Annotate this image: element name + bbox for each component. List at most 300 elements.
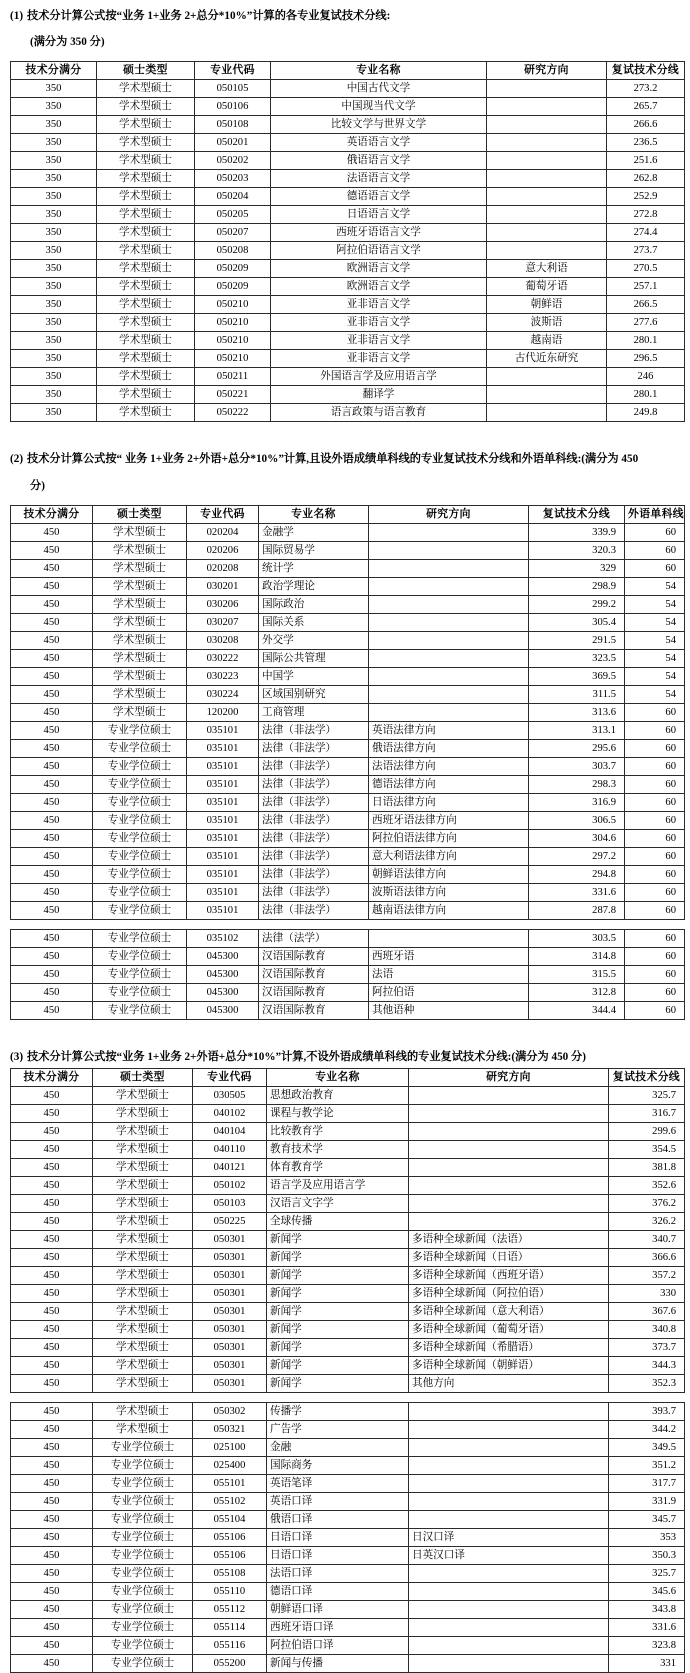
cell-degree-type: 学术型硕士	[93, 1402, 193, 1420]
section-2	[0, 452, 690, 1019]
cell-major-name: 俄语语言文学	[271, 152, 487, 170]
table-row	[11, 929, 685, 947]
cell-research-direction	[369, 541, 529, 559]
cell-full-score: 450	[11, 1582, 93, 1600]
cell-foreign-language-line: 60	[625, 901, 685, 919]
cell-full-score: 350	[11, 80, 97, 98]
cell-major-code: 050301	[193, 1302, 267, 1320]
cell-major-name: 法语口译	[267, 1564, 409, 1582]
cell-major-code: 050301	[193, 1338, 267, 1356]
cell-score-line: 299.2	[529, 595, 625, 613]
column-header-full-score: 技术分满分	[11, 1068, 93, 1086]
cell-full-score: 450	[11, 1230, 93, 1248]
cell-major-name: 新闻与传播	[267, 1654, 409, 1672]
column-header-research-direction: 研究方向	[369, 505, 529, 523]
cell-major-code: 050301	[193, 1284, 267, 1302]
table-row	[11, 1564, 685, 1582]
table-row	[11, 404, 685, 422]
cell-major-code: 040121	[193, 1158, 267, 1176]
cell-full-score: 350	[11, 116, 97, 134]
cell-research-direction	[487, 134, 607, 152]
cell-foreign-language-line: 60	[625, 929, 685, 947]
table-row	[11, 1248, 685, 1266]
cell-research-direction: 其他方向	[409, 1374, 609, 1392]
cell-degree-type: 学术型硕士	[93, 1374, 193, 1392]
cell-degree-type: 学术型硕士	[93, 649, 187, 667]
cell-degree-type: 专业学位硕士	[93, 811, 187, 829]
cell-degree-type: 专业学位硕士	[93, 1618, 193, 1636]
cell-full-score: 450	[11, 1212, 93, 1230]
cell-major-name: 亚非语言文学	[271, 314, 487, 332]
cell-research-direction: 西班牙语法律方向	[369, 811, 529, 829]
cell-score-line: 303.5	[529, 929, 625, 947]
cell-major-name: 中国古代文学	[271, 80, 487, 98]
cell-major-name: 统计学	[259, 559, 369, 577]
cell-degree-type: 学术型硕士	[97, 80, 195, 98]
cell-major-code: 050211	[195, 368, 271, 386]
cell-research-direction: 法语法律方向	[369, 757, 529, 775]
table-row	[11, 188, 685, 206]
cell-major-name: 法律（非法学）	[259, 793, 369, 811]
cell-full-score: 450	[11, 685, 93, 703]
cell-score-line: 236.5	[607, 134, 685, 152]
cell-research-direction: 波斯语	[487, 314, 607, 332]
cell-degree-type: 专业学位硕士	[93, 1456, 193, 1474]
cell-full-score: 350	[11, 332, 97, 350]
cell-full-score: 450	[11, 1284, 93, 1302]
column-header-full-score: 技术分满分	[11, 505, 93, 523]
cell-degree-type: 学术型硕士	[93, 1122, 193, 1140]
cell-full-score: 350	[11, 224, 97, 242]
cell-major-name: 阿拉伯语口译	[267, 1636, 409, 1654]
table-row	[11, 332, 685, 350]
cell-foreign-language-line: 60	[625, 811, 685, 829]
cell-full-score: 450	[11, 865, 93, 883]
cell-score-line: 353	[609, 1528, 685, 1546]
table-header-row	[11, 62, 685, 80]
cell-major-code: 050222	[195, 404, 271, 422]
cell-major-code: 055101	[193, 1474, 267, 1492]
cell-score-line: 381.8	[609, 1158, 685, 1176]
cell-major-name: 金融	[267, 1438, 409, 1456]
cell-degree-type: 专业学位硕士	[93, 901, 187, 919]
table-row	[11, 577, 685, 595]
cell-full-score: 450	[11, 667, 93, 685]
cell-score-line: 252.9	[607, 188, 685, 206]
cell-full-score: 450	[11, 983, 93, 1001]
cell-degree-type: 专业学位硕士	[93, 1528, 193, 1546]
cell-major-name: 法律（非法学）	[259, 847, 369, 865]
cell-degree-type: 学术型硕士	[93, 613, 187, 631]
cell-score-line: 257.1	[607, 278, 685, 296]
cell-degree-type: 学术型硕士	[97, 152, 195, 170]
cell-foreign-language-line: 54	[625, 595, 685, 613]
cell-major-name: 工商管理	[259, 703, 369, 721]
cell-major-code: 020208	[187, 559, 259, 577]
cell-major-name: 传播学	[267, 1402, 409, 1420]
column-header-major-code: 专业代码	[187, 505, 259, 523]
cell-major-name: 国际贸易学	[259, 541, 369, 559]
cell-research-direction	[487, 368, 607, 386]
cell-major-code: 045300	[187, 1001, 259, 1019]
cell-research-direction	[369, 613, 529, 631]
cell-major-name: 法律（非法学）	[259, 883, 369, 901]
cell-research-direction: 英语法律方向	[369, 721, 529, 739]
cell-major-name: 新闻学	[267, 1320, 409, 1338]
section-1-title: 技术分计算公式按“业务 1+业务 2+总分*10%”计算的各专业复试技术分线:	[27, 10, 391, 22]
cell-degree-type: 专业学位硕士	[93, 847, 187, 865]
cell-major-name: 新闻学	[267, 1338, 409, 1356]
cell-full-score: 450	[11, 1600, 93, 1618]
cell-foreign-language-line: 60	[625, 793, 685, 811]
section-1-subtitle: (满分为 350 分)	[30, 36, 105, 49]
cell-full-score: 450	[11, 649, 93, 667]
cell-score-line: 299.6	[609, 1122, 685, 1140]
cell-score-line: 343.8	[609, 1600, 685, 1618]
cell-research-direction	[409, 1654, 609, 1672]
cell-full-score: 350	[11, 98, 97, 116]
cell-score-line: 266.5	[607, 296, 685, 314]
table-section-3	[10, 1068, 685, 1673]
cell-score-line: 340.7	[609, 1230, 685, 1248]
cell-degree-type: 学术型硕士	[93, 1284, 193, 1302]
cell-research-direction: 多语种全球新闻（朝鲜语）	[409, 1356, 609, 1374]
cell-foreign-language-line: 60	[625, 541, 685, 559]
page-break-gap	[11, 1392, 685, 1402]
cell-degree-type: 专业学位硕士	[93, 829, 187, 847]
cell-degree-type: 学术型硕士	[93, 1230, 193, 1248]
cell-full-score: 450	[11, 1654, 93, 1672]
cell-major-name: 新闻学	[267, 1248, 409, 1266]
cell-score-line: 325.7	[609, 1564, 685, 1582]
cell-major-code: 050210	[195, 314, 271, 332]
section-3	[0, 1050, 690, 1673]
cell-degree-type: 学术型硕士	[97, 134, 195, 152]
cell-score-line: 314.8	[529, 947, 625, 965]
cell-research-direction	[409, 1582, 609, 1600]
cell-research-direction	[409, 1420, 609, 1438]
cell-score-line: 366.6	[609, 1248, 685, 1266]
cell-score-line: 326.2	[609, 1212, 685, 1230]
cell-score-line: 296.5	[607, 350, 685, 368]
cell-score-line: 272.8	[607, 206, 685, 224]
cell-major-code: 035101	[187, 793, 259, 811]
cell-research-direction: 阿拉伯语法律方向	[369, 829, 529, 847]
cell-major-code: 035101	[187, 811, 259, 829]
cell-full-score: 350	[11, 134, 97, 152]
cell-major-code: 050102	[193, 1176, 267, 1194]
table-row	[11, 649, 685, 667]
cell-full-score: 450	[11, 1140, 93, 1158]
cell-full-score: 450	[11, 947, 93, 965]
cell-score-line: 345.6	[609, 1582, 685, 1600]
table-header-row	[11, 1068, 685, 1086]
cell-research-direction	[369, 685, 529, 703]
cell-degree-type: 学术型硕士	[97, 170, 195, 188]
cell-degree-type: 学术型硕士	[93, 559, 187, 577]
cell-score-line: 344.4	[529, 1001, 625, 1019]
cell-score-line: 325.7	[609, 1086, 685, 1104]
cell-degree-type: 学术型硕士	[97, 368, 195, 386]
cell-major-name: 法律（非法学）	[259, 739, 369, 757]
cell-full-score: 450	[11, 1001, 93, 1019]
cell-score-line: 313.6	[529, 703, 625, 721]
cell-major-name: 外交学	[259, 631, 369, 649]
table-row	[11, 224, 685, 242]
cell-major-name: 中国现当代文学	[271, 98, 487, 116]
cell-full-score: 450	[11, 1104, 93, 1122]
cell-degree-type: 专业学位硕士	[93, 1474, 193, 1492]
table-row	[11, 1266, 685, 1284]
table-row	[11, 793, 685, 811]
cell-degree-type: 学术型硕士	[97, 278, 195, 296]
cell-research-direction	[409, 1600, 609, 1618]
table-row	[11, 631, 685, 649]
cell-major-code: 050207	[195, 224, 271, 242]
cell-major-code: 045300	[187, 965, 259, 983]
cell-research-direction: 波斯语法律方向	[369, 883, 529, 901]
table-row	[11, 242, 685, 260]
cell-foreign-language-line: 60	[625, 947, 685, 965]
section-2-heading	[8, 452, 682, 467]
cell-score-line: 305.4	[529, 613, 625, 631]
cell-research-direction	[409, 1086, 609, 1104]
cell-full-score: 450	[11, 1528, 93, 1546]
cell-major-code: 030223	[187, 667, 259, 685]
table-row	[11, 1320, 685, 1338]
cell-research-direction	[487, 386, 607, 404]
cell-full-score: 450	[11, 1122, 93, 1140]
table-row	[11, 757, 685, 775]
cell-major-code: 055116	[193, 1636, 267, 1654]
cell-score-line: 313.1	[529, 721, 625, 739]
cell-degree-type: 学术型硕士	[97, 224, 195, 242]
cell-major-name: 汉语国际教育	[259, 965, 369, 983]
cell-major-code: 050208	[195, 242, 271, 260]
cell-research-direction: 多语种全球新闻（西班牙语）	[409, 1266, 609, 1284]
cell-major-name: 法律（非法学）	[259, 829, 369, 847]
table-row	[11, 811, 685, 829]
column-header-major-name: 专业名称	[271, 62, 487, 80]
table-row	[11, 1654, 685, 1672]
cell-degree-type: 学术型硕士	[97, 314, 195, 332]
cell-research-direction	[369, 703, 529, 721]
cell-major-code: 050301	[193, 1356, 267, 1374]
cell-foreign-language-line: 60	[625, 721, 685, 739]
cell-score-line: 270.5	[607, 260, 685, 278]
cell-research-direction	[409, 1402, 609, 1420]
table-row	[11, 1402, 685, 1420]
cell-major-name: 西班牙语口译	[267, 1618, 409, 1636]
cell-major-code: 030222	[187, 649, 259, 667]
cell-degree-type: 学术型硕士	[93, 541, 187, 559]
section-1-number: (1)	[10, 10, 24, 22]
cell-research-direction	[409, 1456, 609, 1474]
cell-score-line: 277.6	[607, 314, 685, 332]
table-row	[11, 595, 685, 613]
cell-full-score: 450	[11, 775, 93, 793]
cell-major-code: 030201	[187, 577, 259, 595]
cell-score-line: 280.1	[607, 332, 685, 350]
cell-research-direction	[487, 242, 607, 260]
table-row	[11, 1356, 685, 1374]
cell-degree-type: 学术型硕士	[93, 1176, 193, 1194]
cell-full-score: 450	[11, 631, 93, 649]
cell-score-line: 352.3	[609, 1374, 685, 1392]
cell-degree-type: 学术型硕士	[97, 206, 195, 224]
cell-score-line: 291.5	[529, 631, 625, 649]
cell-major-code: 035102	[187, 929, 259, 947]
cell-degree-type: 学术型硕士	[93, 1140, 193, 1158]
cell-degree-type: 专业学位硕士	[93, 721, 187, 739]
cell-major-code: 035101	[187, 721, 259, 739]
cell-full-score: 350	[11, 188, 97, 206]
cell-score-line: 367.6	[609, 1302, 685, 1320]
cell-score-line: 376.2	[609, 1194, 685, 1212]
cell-full-score: 450	[11, 1438, 93, 1456]
cell-score-line: 357.2	[609, 1266, 685, 1284]
cell-full-score: 450	[11, 1564, 93, 1582]
cell-major-code: 020204	[187, 523, 259, 541]
table-row	[11, 739, 685, 757]
cell-major-name: 英语笔译	[267, 1474, 409, 1492]
table-row	[11, 883, 685, 901]
cell-major-code: 050321	[193, 1420, 267, 1438]
cell-foreign-language-line: 60	[625, 775, 685, 793]
table-row	[11, 541, 685, 559]
cell-research-direction: 多语种全球新闻（阿拉伯语）	[409, 1284, 609, 1302]
cell-degree-type: 专业学位硕士	[93, 1492, 193, 1510]
cell-degree-type: 学术型硕士	[93, 703, 187, 721]
cell-full-score: 450	[11, 929, 93, 947]
cell-full-score: 450	[11, 1510, 93, 1528]
cell-score-line: 249.8	[607, 404, 685, 422]
cell-research-direction: 日英汉口译	[409, 1546, 609, 1564]
cell-major-code: 035101	[187, 739, 259, 757]
cell-foreign-language-line: 54	[625, 613, 685, 631]
cell-score-line: 317.7	[609, 1474, 685, 1492]
cell-score-line: 393.7	[609, 1402, 685, 1420]
cell-score-line: 320.3	[529, 541, 625, 559]
cell-major-code: 055110	[193, 1582, 267, 1600]
table-row	[11, 667, 685, 685]
table-row	[11, 865, 685, 883]
cell-full-score: 350	[11, 314, 97, 332]
table-row	[11, 721, 685, 739]
section-1	[0, 0, 690, 422]
cell-major-name: 汉语国际教育	[259, 947, 369, 965]
cell-research-direction: 多语种全球新闻（意大利语）	[409, 1302, 609, 1320]
cell-major-name: 体育教育学	[267, 1158, 409, 1176]
cell-major-code: 055106	[193, 1546, 267, 1564]
cell-score-line: 331	[609, 1654, 685, 1672]
cell-research-direction	[369, 649, 529, 667]
cell-research-direction	[487, 152, 607, 170]
cell-research-direction	[409, 1158, 609, 1176]
cell-major-name: 比较文学与世界文学	[271, 116, 487, 134]
cell-full-score: 450	[11, 1158, 93, 1176]
cell-major-code: 050203	[195, 170, 271, 188]
cell-degree-type: 学术型硕士	[93, 1194, 193, 1212]
table-row	[11, 1158, 685, 1176]
cell-degree-type: 学术型硕士	[93, 631, 187, 649]
cell-foreign-language-line: 54	[625, 649, 685, 667]
table-row	[11, 983, 685, 1001]
cell-major-name: 英语口译	[267, 1492, 409, 1510]
cell-score-line: 316.9	[529, 793, 625, 811]
table-row	[11, 901, 685, 919]
table-row	[11, 152, 685, 170]
cell-major-code: 035101	[187, 847, 259, 865]
cell-research-direction	[369, 929, 529, 947]
cell-major-name: 法律（非法学）	[259, 811, 369, 829]
cell-major-name: 国际政治	[259, 595, 369, 613]
cell-foreign-language-line: 60	[625, 757, 685, 775]
cell-full-score: 350	[11, 350, 97, 368]
cell-major-code: 050209	[195, 260, 271, 278]
cell-major-name: 思想政治教育	[267, 1086, 409, 1104]
cell-major-name: 教育技术学	[267, 1140, 409, 1158]
cell-score-line: 295.6	[529, 739, 625, 757]
cell-major-name: 全球传播	[267, 1212, 409, 1230]
cell-major-code: 040104	[193, 1122, 267, 1140]
cell-degree-type: 专业学位硕士	[93, 1546, 193, 1564]
cell-full-score: 350	[11, 260, 97, 278]
cell-major-code: 050301	[193, 1266, 267, 1284]
cell-degree-type: 学术型硕士	[93, 1248, 193, 1266]
cell-research-direction	[369, 523, 529, 541]
table-row	[11, 1618, 685, 1636]
table-section-2	[10, 505, 685, 1020]
table-header-row	[11, 505, 685, 523]
cell-major-name: 新闻学	[267, 1284, 409, 1302]
cell-degree-type: 学术型硕士	[93, 1320, 193, 1338]
cell-degree-type: 学术型硕士	[97, 260, 195, 278]
section-divider-1	[0, 422, 690, 452]
cell-score-line: 287.8	[529, 901, 625, 919]
cell-major-code: 055102	[193, 1492, 267, 1510]
cell-score-line: 298.3	[529, 775, 625, 793]
cell-full-score: 350	[11, 170, 97, 188]
column-header-major-name: 专业名称	[267, 1068, 409, 1086]
cell-full-score: 450	[11, 1420, 93, 1438]
cell-major-name: 语言政策与语言教育	[271, 404, 487, 422]
cell-research-direction: 意大利语	[487, 260, 607, 278]
cell-degree-type: 学术型硕士	[93, 577, 187, 595]
cell-major-code: 025100	[193, 1438, 267, 1456]
cell-full-score: 450	[11, 613, 93, 631]
table-row	[11, 314, 685, 332]
cell-major-name: 新闻学	[267, 1266, 409, 1284]
cell-major-code: 055104	[193, 1510, 267, 1528]
table-row	[11, 170, 685, 188]
cell-major-name: 亚非语言文学	[271, 350, 487, 368]
cell-research-direction	[487, 404, 607, 422]
table-row	[11, 1302, 685, 1320]
cell-full-score: 350	[11, 242, 97, 260]
section-2-title: 技术分计算公式按“ 业务 1+业务 2+外语+总分*10%”计算,且设外语成绩单科线的专业复试技术分线和外语单科线:(满分为 450	[27, 453, 639, 466]
table-row	[11, 1438, 685, 1456]
cell-research-direction: 日语法律方向	[369, 793, 529, 811]
cell-research-direction: 其他语种	[369, 1001, 529, 1019]
cell-foreign-language-line: 60	[625, 1001, 685, 1019]
cell-full-score: 450	[11, 793, 93, 811]
cell-foreign-language-line: 60	[625, 829, 685, 847]
cell-score-line: 349.5	[609, 1438, 685, 1456]
cell-degree-type: 学术型硕士	[93, 1302, 193, 1320]
table-row	[11, 1194, 685, 1212]
cell-major-name: 汉语国际教育	[259, 1001, 369, 1019]
